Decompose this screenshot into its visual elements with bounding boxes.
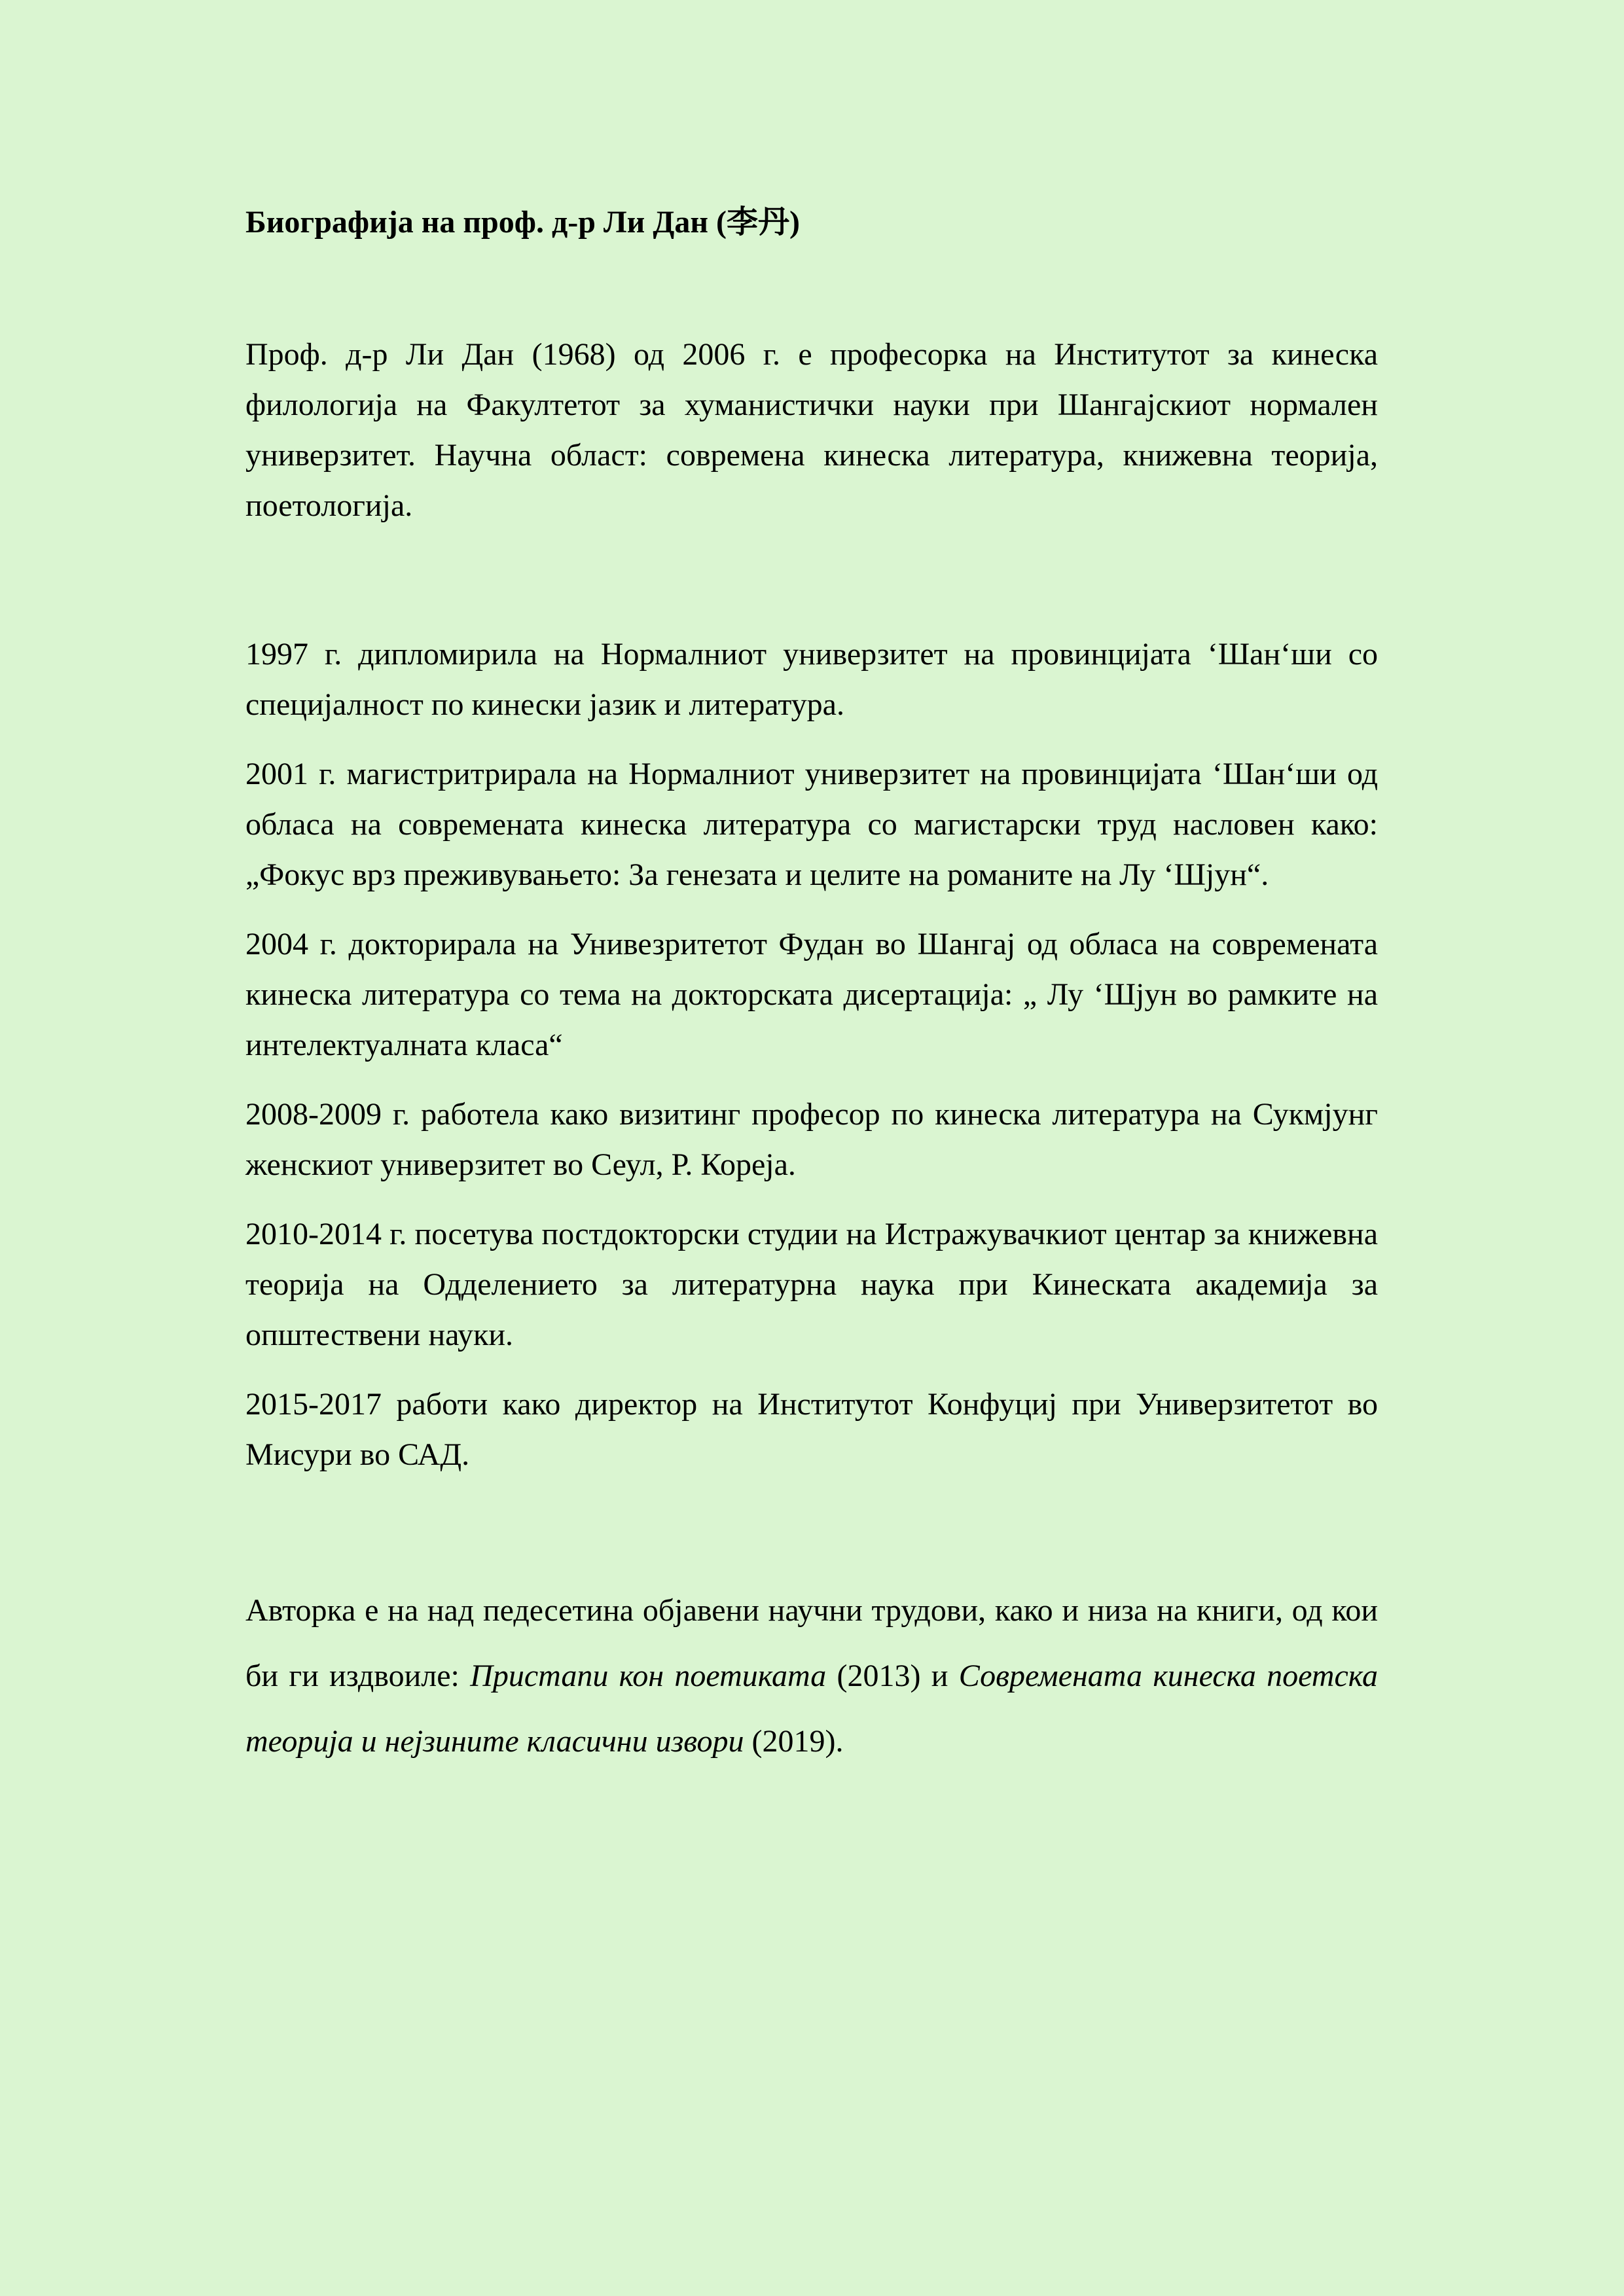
timeline-item-2001: 2001 г. магистритрирала на Нормалниот универзитет на провинцијата ‘Шан‘ши од обласа на современата кинеска литература со магистарски труд насловен како: „Фокус врз преживувањето: За генезата и целите на романите на Лу ‘Шјун“.: [245, 757, 1378, 892]
works-paragraph: [245, 1578, 1378, 1774]
book-title-2: Современата кинеска поетска теорија и нејзините класични извори: [245, 1659, 1379, 1759]
timeline-item-1997: 1997 г. дипломирила на Нормалниот универзитет на провинцијата ‘Шан‘ши со специјалност по кинески јазик и литература.: [245, 637, 1378, 722]
document-body: [245, 196, 1378, 1774]
works-text-2: (2013) и: [826, 1659, 959, 1693]
intro-paragraph: Проф. д-р Ли Дан (1968) од 2006 г. е професорка на Институтот за кинеска филологија на Факултетот за хуманистички науки при Шангајскиот нормален универзитет. Научна област: современа кинеска литература, книжевна теорија, поетологија.: [245, 337, 1378, 523]
timeline-item-2004: 2004 г. докторирала на Унивезритетот Фудан во Шангај од обласа на современата кинеска литература со тема на докторската дисертација: „ Лу ‘Шјун во рамките на интелектуалната класа“: [245, 927, 1378, 1062]
timeline-item-2008: 2008-2009 г. работела како визитинг професор по кинеска литература на Сукмјунг женскиот универзитет во Сеул, Р. Кореја.: [245, 1097, 1378, 1182]
works-text-3: (2019).: [744, 1724, 844, 1759]
timeline-item-2010: 2010-2014 г. посетува постдокторски студии на Истражувачкиот центар за книжевна теорија на Одделението за литературна наука при Кинеската академија за општествени науки.: [245, 1217, 1378, 1352]
document-title: Биографија на проф. д-р Ли Дан (李丹): [245, 205, 800, 240]
book-title-1: Пристапи кон поетиката: [470, 1659, 827, 1693]
timeline-item-2015: 2015-2017 работи како директор на Институтот Конфуциј при Универзитетот во Мисури во САД.: [245, 1387, 1378, 1472]
works-text-1: Авторка е на над педесетина објавени научни трудови, како и низа на книги, од кои би ги издвоиле:: [245, 1593, 1378, 1693]
